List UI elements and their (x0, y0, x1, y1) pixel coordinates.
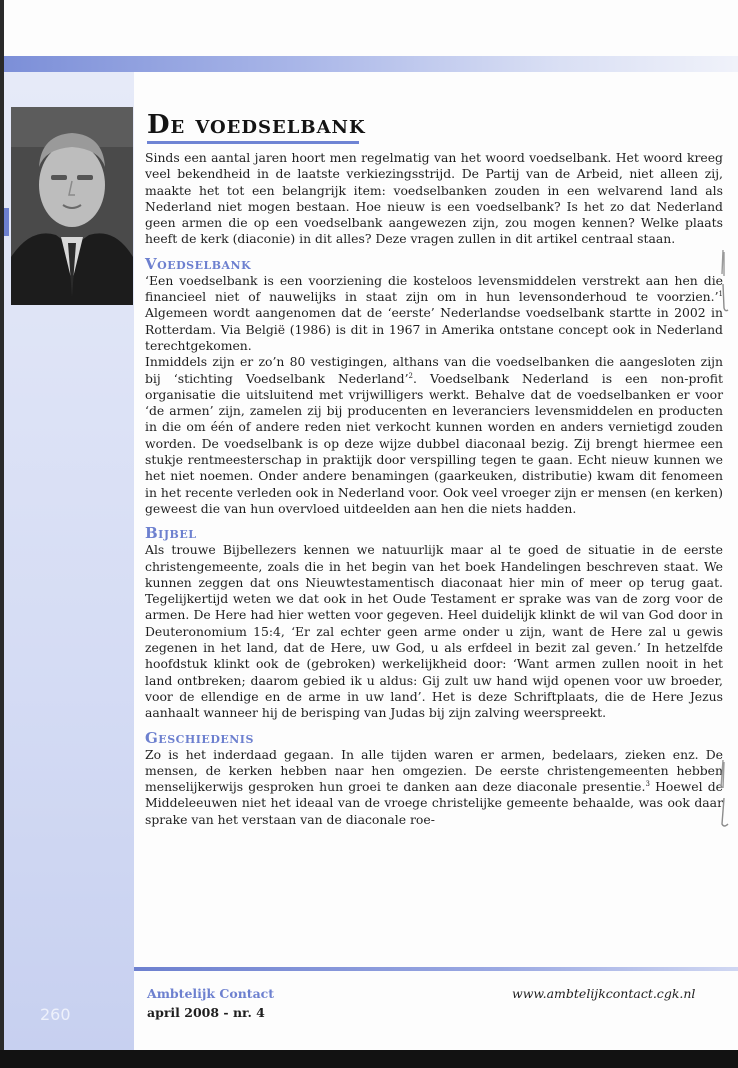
article-title: De voedselbank (147, 110, 366, 140)
footer-rule (134, 967, 738, 971)
section-heading: Voedselbank (145, 254, 252, 273)
body-paragraph: Inmiddels zijn er zo’n 80 vestigingen, althans van die voedselbanken die aangesloten zijn bij ‘stichting Voedselbank Nederland’$^2$. Voedselbank Nederland is een non-profit organisatie die uitsluitend met vrijwilligers werkt. Behalve dat de voedselbanken er voor ‘de armen’ zijn, zamelen zij bij producenten en leveranciers levensmiddelen en producten in die om één of andere reden niet verkocht kunnen worden en anders vernietigd zouden worden. De voedselbank is op deze wijze dubbel diaconaal bezig. Zij brengt hiermee een stukje rentmeesterschap in praktijk door verspilling tegen te gaan. Echt nieuw kunnen we het niet noemen. Onder andere benamingen (gaarkeuken, distributie) kwam dit fenomeen in het recente verleden ook in Nederland voor. Ook veel vroeger zijn er mensen (en kerken) geweest die van hun overvloed uitdeelden aan hen die niets hadden. (145, 354, 724, 516)
intro-paragraph: Sinds een aantal jaren hoort men regelmatig van het woord voedselbank. Het woord kreeg veel bekendheid in de laatste verkiezingsstrijd. De Partij van de Arbeid, niet alleen zij, maakte het tot een belangrijk item: voedselbanken zouden in een welvarend land als Nederland niet mogen bestaan. Hoe nieuw is een voedselbank? Is het zo dat Nederland geen armen die op een voedselbank aangewezen zijn, zou mogen kennen? Welke plaats heeft de kerk (diaconie) in dit alles? Deze vragen zullen in dit artikel centraal staan. (145, 150, 723, 247)
website-link[interactable]: www.ambtelijkcontact.cgk.nl (512, 986, 696, 1001)
footnote-marker: 1 (718, 289, 723, 298)
article-body (145, 150, 723, 828)
author-photo (11, 107, 133, 305)
header-band (4, 56, 738, 72)
footnote-marker: 2 (408, 371, 413, 380)
staple-bottom-icon (716, 758, 732, 830)
journal-name: Ambtelijk Contact (147, 986, 275, 1001)
body-paragraph: ‘Een voedselbank is een voorziening die kosteloos levensmiddelen verstrekt aan hen die financieel niet of nauwelijks in staat zijn om in hun levensonderhoud te voorzien.’$^1$ Algemeen wordt aangenomen dat de ‘eerste’ Nederlandse voedselbank startte in 2002 in Rotterdam. Via België (1986) is dit in 1967 in Amerika ontstane concept ook in Nederland terechtgekomen. (145, 272, 723, 353)
title-underline (147, 141, 359, 144)
section-heading: Geschiedenis (145, 728, 254, 747)
sidebar-accent-mark (4, 208, 9, 236)
staple-top-icon (718, 248, 732, 314)
page-number: 260 (40, 1005, 71, 1024)
section-heading: Bijbel (145, 524, 197, 543)
body-paragraph: Zo is het inderdaad gegaan. In alle tijden waren er armen, bedelaars, zieken enz. De mensen, de kerken hebben naar hen omgezien. De eerste christengemeenten hebben menselijkerwijs gesproken hun groei te danken aan deze diaconale presentie.$^3$ Hoewel de Middeleeuwen niet het ideaal van de vroege christelijke gemeente behaalde, was ook daar sprake van het verstaan van de diaconale roe- (145, 746, 723, 827)
footnote-marker: 3 (645, 779, 650, 788)
scan-edge-bottom (0, 1050, 738, 1068)
issue-label: april 2008 - nr. 4 (147, 1005, 265, 1020)
body-paragraph: Als trouwe Bijbellezers kennen we natuurlijk maar al te goed de situatie in de eerste christengemeente, zoals die in het begin van het boek Handelingen beschreven staat. We kunnen zeggen dat ons Nieuwtestamentisch diaconaat hier min of meer op terug gaat. Tegelijkertijd weten we dat ook in het Oude Testament er sprake was van de zorg voor de armen. De Here had hier wetten voor gegeven. Heel duidelijk klinkt de wil van God door in Deuteronomium 15:4, ‘Er zal echter geen arme onder u zijn, want de Here zal u gewis zegenen in het land, dat de Here, uw God, u als erfdeel in bezit zal geven.’ In hetzelfde hoofdstuk klinkt ook de (gebroken) werkelijkheid door: ‘Want armen zullen nooit in het land ontbreken; daarom gebied ik u aldus: Gij zult uw hand wijd openen voor uw broeder, voor de ellendige en de arme in uw land’. Het is deze Schriftplaats, die de Here Jezus aanhaalt wanneer hij de berisping van Judas bij zijn zalving weerspreekt. (145, 542, 723, 721)
